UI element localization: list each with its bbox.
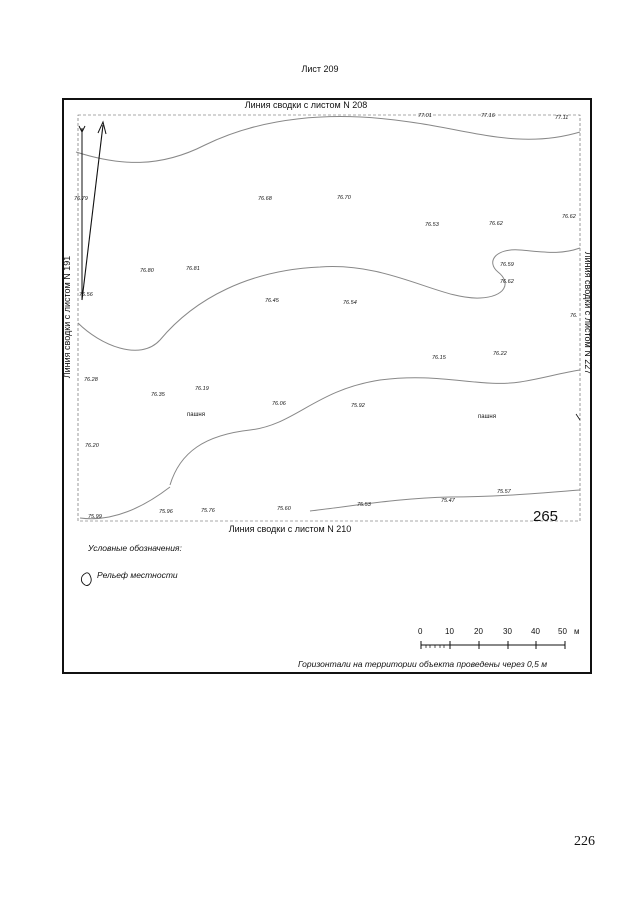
scale-unit: м	[574, 627, 580, 636]
contour-line-1	[76, 117, 580, 163]
elevation-mark: 76.62	[489, 221, 503, 227]
elevation-mark: 76.68	[258, 196, 272, 202]
contour-interval-note: Горизонтали на территории объекта проведены через 0,5 м	[298, 659, 548, 669]
elevation-mark: 76.59	[500, 262, 514, 268]
elevation-mark: 76.45	[265, 298, 279, 304]
scale-tick-label: 40	[531, 627, 540, 636]
elevation-mark: 76.06	[272, 401, 286, 407]
sheet-number: 265	[533, 508, 559, 525]
contour-line-3	[170, 370, 580, 485]
elevation-mark: 75.57	[497, 489, 511, 495]
elevation-mark: 76.22	[493, 351, 507, 357]
elevation-mark: 76.28	[84, 377, 98, 383]
legend-item-relief: Рельеф местности	[97, 570, 178, 580]
edge-mark	[576, 414, 580, 420]
contour-relief-icon	[81, 573, 91, 586]
scale-tick-label: 10	[445, 627, 454, 636]
elevation-mark: 76.70	[337, 195, 351, 201]
elevation-mark: 75.96	[159, 509, 173, 515]
scale-tick-label: 20	[474, 627, 483, 636]
land-label-arable: пашня	[478, 414, 496, 420]
elevation-mark: 75.99	[88, 514, 102, 520]
elevation-mark: 76.19	[195, 386, 209, 392]
elevation-mark: 75.53	[357, 502, 371, 508]
scale-tick-label: 0	[418, 627, 423, 636]
elevation-mark: 76.81	[186, 266, 200, 272]
elevation-mark: 77.11	[555, 115, 569, 121]
elevation-mark: 76.62	[500, 279, 514, 285]
scale-bar-graphic	[421, 641, 565, 649]
elevation-mark: 75.47	[441, 498, 455, 504]
elevation-mark: 77.16	[481, 113, 495, 119]
north-arrow-diagonal	[82, 125, 103, 300]
elevation-mark: 76.56	[79, 292, 93, 298]
land-label-arable: пашня	[187, 412, 205, 418]
edge-label-bottom: Линия сводки с листом N 210	[228, 524, 352, 534]
edge-label-left: Линия сводки с листом N 191	[62, 255, 72, 379]
survey-boundary	[78, 115, 580, 521]
edge-label-right: Линия сводки с листом N 227	[583, 251, 593, 375]
elevation-mark: 75.60	[277, 506, 291, 512]
scale-tick-label: 30	[503, 627, 512, 636]
elevation-mark: 76.54	[343, 300, 357, 306]
elevation-mark: 76.35	[151, 392, 165, 398]
edge-label-top: Линия сводки с листом N 208	[244, 100, 368, 110]
elevation-mark: 76.53	[425, 222, 439, 228]
elevation-mark: 75.92	[351, 403, 365, 409]
elevation-mark: 75.76	[201, 508, 215, 514]
elevation-mark: 76.15	[432, 355, 446, 361]
scale-tick-label: 50	[558, 627, 567, 636]
elevation-mark: 76.	[570, 313, 578, 319]
elevation-mark: 76.62	[562, 214, 576, 220]
elevation-mark: 76.20	[85, 443, 99, 449]
elevation-mark: 76.80	[140, 268, 154, 274]
sheet-title: Лист 209	[301, 64, 339, 74]
legend-title: Условные обозначения:	[88, 543, 182, 553]
page-number: 226	[574, 834, 595, 849]
elevation-mark: 76.79	[74, 196, 88, 202]
elevation-mark: 77.01	[418, 113, 432, 119]
